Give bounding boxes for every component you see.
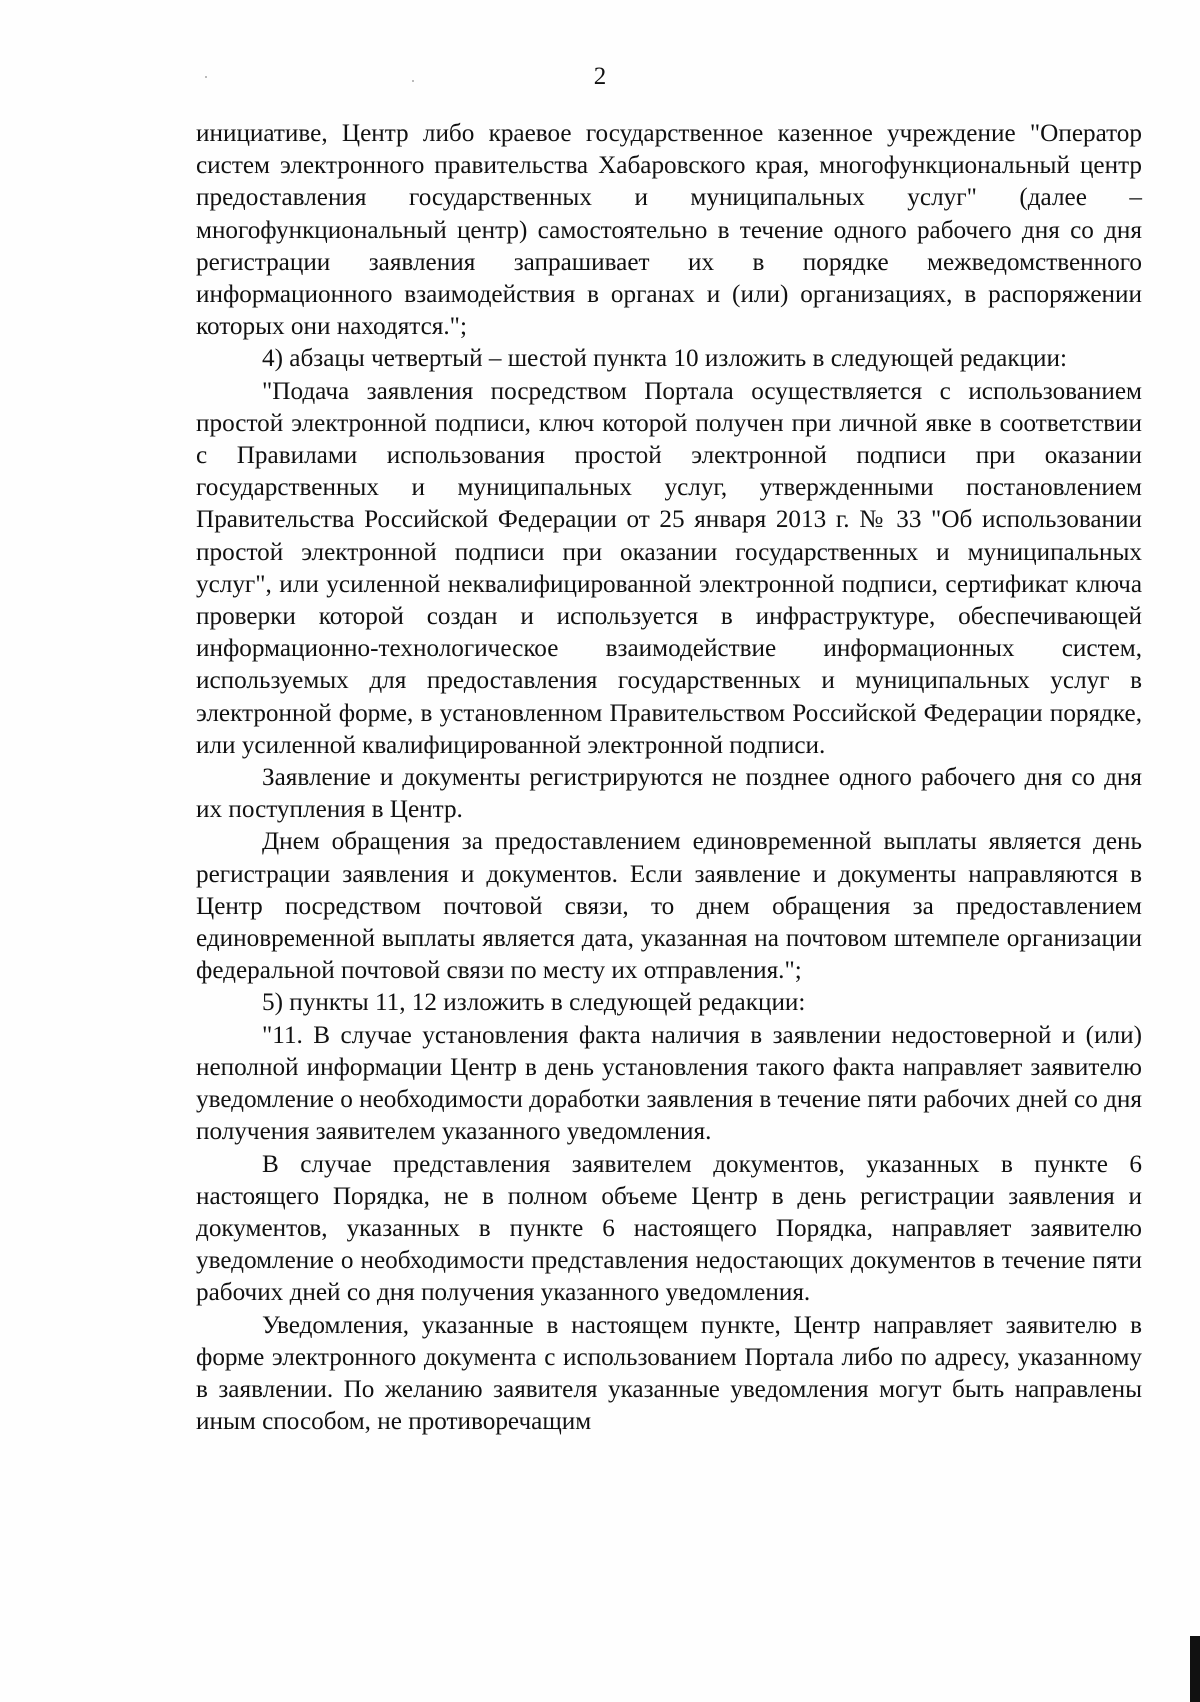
- paragraph-registration: Заявление и документы регистрируются не позднее одного рабочего дня со дня их поступления в Центр.: [196, 764, 1142, 824]
- page-number: 2: [593, 63, 607, 90]
- paragraph-incomplete-documents: В случае представления заявителем документов, указанных в пункте 6 настоящего Порядка, не в полном объеме Центр в день регистрации заявления и документов, указанных в пункте 6 настоящего Порядка, направляет заявителю уведомление о необходимости представления недостающих документов в течение пяти рабочих дней со дня получения указанного уведомления.: [196, 1150, 1142, 1307]
- paragraph-item-4: 4) абзацы четвертый – шестой пункта 10 изложить в следующей редакции:: [262, 345, 1068, 373]
- paragraph-notifications: Уведомления, указанные в настоящем пункте, Центр направляет заявителю в форме электронного документа с использованием Портала либо по адресу, указанному в заявлении. По желанию заявителя указанные уведомления могут быть направлены иным способом, не противоречащим: [196, 1311, 1142, 1436]
- document-body: [196, 118, 1142, 1438]
- paragraph-portal-submission: "Подача заявления посредством Портала осуществляется с использованием простой электронной подписи, ключ которой получен при личной явке в соответствии с Правилами использования простой электронной подписи при оказании государственных и муниципальных услуг, утвержденными постановлением Правительства Российской Федерации от 25 января 2013 г. № 33 "Об использовании простой электронной подписи при оказании государственных и муниципальных услуг", или усиленной неквалифицированной электронной подписи, сертификат ключа проверки которой создан и используется в инфраструктуре, обеспечивающей информационно-технологическое взаимодействие информационных систем, используемых для предоставления государственных и муниципальных услуг в электронной форме, в установленном Правительством Российской Федерации порядке, или усиленной квалифицированной электронной подписи.: [196, 377, 1142, 759]
- scan-edge-mark: [1190, 1636, 1200, 1702]
- paragraph-continuation: инициативе, Центр либо краевое государственное казенное учреждение "Оператор систем электронного правительства Хабаровского края, многофункциональный центр предоставления государственных и муниципальных услуг" (далее – многофункциональный центр) самостоятельно в течение одного рабочего дня со дня регистрации заявления запрашивает их в порядке межведомственного информационного взаимодействия в органах и (или) организациях, в распоряжении которых они находятся.";: [196, 120, 1142, 341]
- paragraph-item-5: 5) пункты 11, 12 изложить в следующей редакции:: [262, 989, 806, 1017]
- paragraph-application-date: Днем обращения за предоставлением единовременной выплаты является день регистрации заявления и документов. Если заявление и документы направляются в Центр посредством почтовой связи, то днем обращения за предоставлением единовременной выплаты является дата, указанная на почтовом штемпеле организации федеральной почтовой связи по месту их отправления.";: [196, 828, 1142, 985]
- paragraph-point-11: "11. В случае установления факта наличия в заявлении недостоверной и (или) неполной информации Центр в день установления такого факта направляет заявителю уведомление о необходимости доработки заявления в течение пяти рабочих дней со дня получения заявителем указанного уведомления.: [196, 1021, 1142, 1146]
